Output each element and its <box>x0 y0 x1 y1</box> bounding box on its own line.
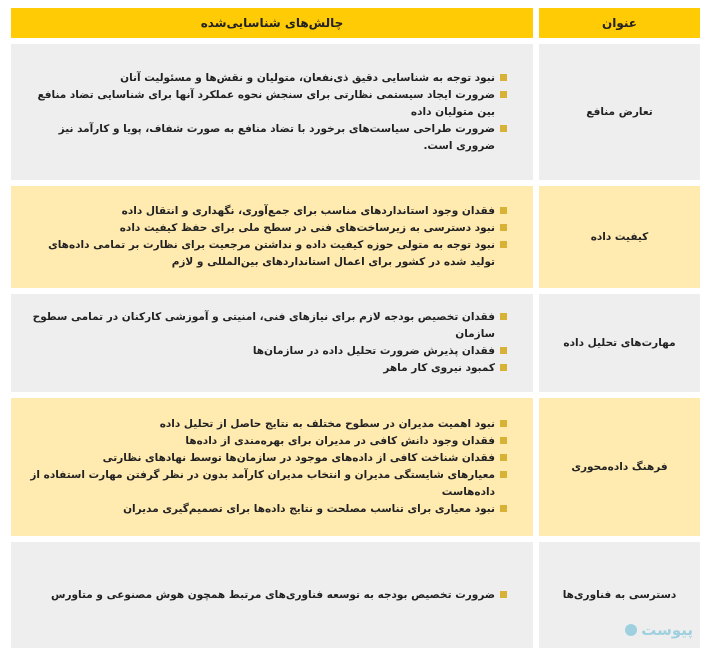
list-item: نبود اهمیت مدیران در سطوح مختلف به نتایج حاصل از تحلیل داده <box>29 416 507 433</box>
bullet-icon <box>500 471 507 478</box>
header-title: عنوان <box>539 8 700 38</box>
bullet-icon <box>500 437 507 444</box>
bullet-icon <box>500 505 507 512</box>
bullet-icon <box>500 591 507 598</box>
row-title: تعارض منافع <box>539 44 700 180</box>
logo-mark-icon <box>625 624 637 636</box>
list-item: معیارهای شایستگی مدیران و انتخاب مدیران کارآمد بدون در نظر گرفتن مهارت استفاده از داده‌هاست <box>29 467 507 501</box>
list-item: نبود توجه به شناسایی دقیق ذی‌نفعان، متولیان و نقش‌ها و مسئولیت آنان <box>29 70 507 87</box>
challenges-table <box>11 8 700 654</box>
brand-logo-text: پیوست <box>641 621 693 639</box>
row-title: فرهنگ داده‌محوری <box>539 398 700 536</box>
table-row <box>11 294 700 392</box>
row-challenges <box>11 398 533 536</box>
bullet-icon <box>500 207 507 214</box>
bullet-icon <box>500 74 507 81</box>
bullet-icon <box>500 364 507 371</box>
bullet-icon <box>500 420 507 427</box>
list-item: کمبود نیروی کار ماهر <box>29 360 507 377</box>
list-item: ضرورت تخصیص بودجه به توسعه فناوری‌های مرتبط همچون هوش مصنوعی و متاورس <box>51 587 507 604</box>
table-row <box>11 44 700 180</box>
bullet-icon <box>500 91 507 98</box>
list-item: نبود توجه به متولی حوزه کیفیت داده و نداشتن مرجعیت برای نظارت بر تمامی داده‌های تولید شده در کشور برای اعمال استانداردهای بین‌المللی و لازم <box>29 237 507 271</box>
row-challenges <box>11 542 533 648</box>
table-row <box>11 542 700 648</box>
list-item: نبود معیاری برای تناسب مصلحت و نتایج داده‌ها برای تصمیم‌گیری مدیران <box>29 501 507 518</box>
brand-logo <box>625 621 693 639</box>
row-challenges <box>11 294 533 392</box>
list-item: نبود دسترسی به زیرساخت‌های فنی در سطح ملی برای حفظ کیفیت داده <box>29 220 507 237</box>
bullet-icon <box>500 224 507 231</box>
list-item: فقدان تخصیص بودجه لازم برای نیازهای فنی، امنیتی و آموزشی کارکنان در تمامی سطوح سازمان <box>29 309 507 343</box>
row-challenges <box>11 44 533 180</box>
table-row <box>11 186 700 288</box>
table-row <box>11 398 700 536</box>
list-item: فقدان وجود استانداردهای مناسب برای جمع‌آوری، نگهداری و انتقال داده <box>29 203 507 220</box>
list-item: فقدان شناخت کافی از داده‌های موجود در سازمان‌ها توسط نهادهای نظارتی <box>29 450 507 467</box>
bullet-icon <box>500 454 507 461</box>
bullet-icon <box>500 347 507 354</box>
list-item: ضرورت طراحی سیاست‌های برخورد با تضاد منافع به صورت شفاف، پویا و کارآمد نیز ضروری است. <box>29 121 507 155</box>
row-title: کیفیت داده <box>539 186 700 288</box>
bullet-icon <box>500 313 507 320</box>
row-title: مهارت‌های تحلیل داده <box>539 294 700 392</box>
bullet-icon <box>500 241 507 248</box>
row-challenges <box>11 186 533 288</box>
table-header <box>11 8 700 38</box>
bullet-icon <box>500 125 507 132</box>
row-title: دسترسی به فناوری‌ها <box>539 542 700 648</box>
list-item: ضرورت ایجاد سیستمی نظارتی برای سنجش نحوه عملکرد آنها برای شناسایی تضاد منافع بین متولیان داده <box>29 87 507 121</box>
list-item: فقدان وجود دانش کافی در مدیران برای بهره‌مندی از داده‌ها <box>29 433 507 450</box>
list-item: فقدان پذیرش ضرورت تحلیل داده در سازمان‌ها <box>29 343 507 360</box>
header-challenges: چالش‌های شناسایی‌شده <box>11 8 533 38</box>
